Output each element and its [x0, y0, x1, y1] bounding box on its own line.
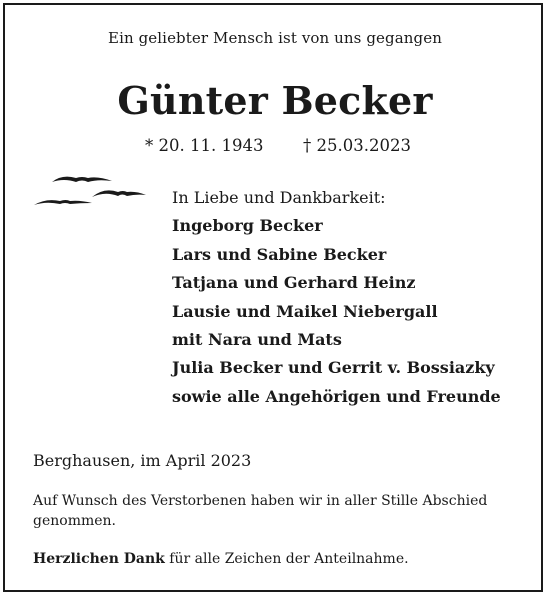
deceased-name: Günter Becker: [117, 78, 433, 123]
family-member: Julia Becker und Gerrit v. Bossiazky: [172, 358, 495, 378]
birth-date: * 20. 11. 1943: [145, 136, 264, 155]
family-member: Ingeborg Becker: [172, 216, 323, 236]
family-lead: In Liebe und Dankbarkeit:: [172, 188, 386, 207]
death-date: † 25.03.2023: [303, 136, 411, 155]
family-member: Tatjana und Gerhard Heinz: [172, 273, 416, 293]
family-member: sowie alle Angehörigen und Freunde: [172, 386, 501, 406]
place-date: Berghausen, im April 2023: [33, 451, 252, 470]
flying-birds-icon: [30, 170, 150, 212]
family-member: Lars und Sabine Becker: [172, 244, 387, 264]
burial-note: Auf Wunsch des Verstorbenen haben wir in aller Stille Abschied genommen.: [33, 493, 488, 529]
family-list: [172, 184, 501, 411]
thanks-bold: Herzlichen Dank: [33, 551, 165, 567]
thanks-line: [33, 551, 409, 567]
intro-text: Ein geliebter Mensch ist von uns gegangen: [108, 29, 442, 47]
family-member: Lausie und Maikel Niebergall: [172, 301, 438, 321]
family-member: mit Nara und Mats: [172, 330, 342, 350]
thanks-rest: für alle Zeichen der Anteilnahme.: [164, 551, 409, 567]
